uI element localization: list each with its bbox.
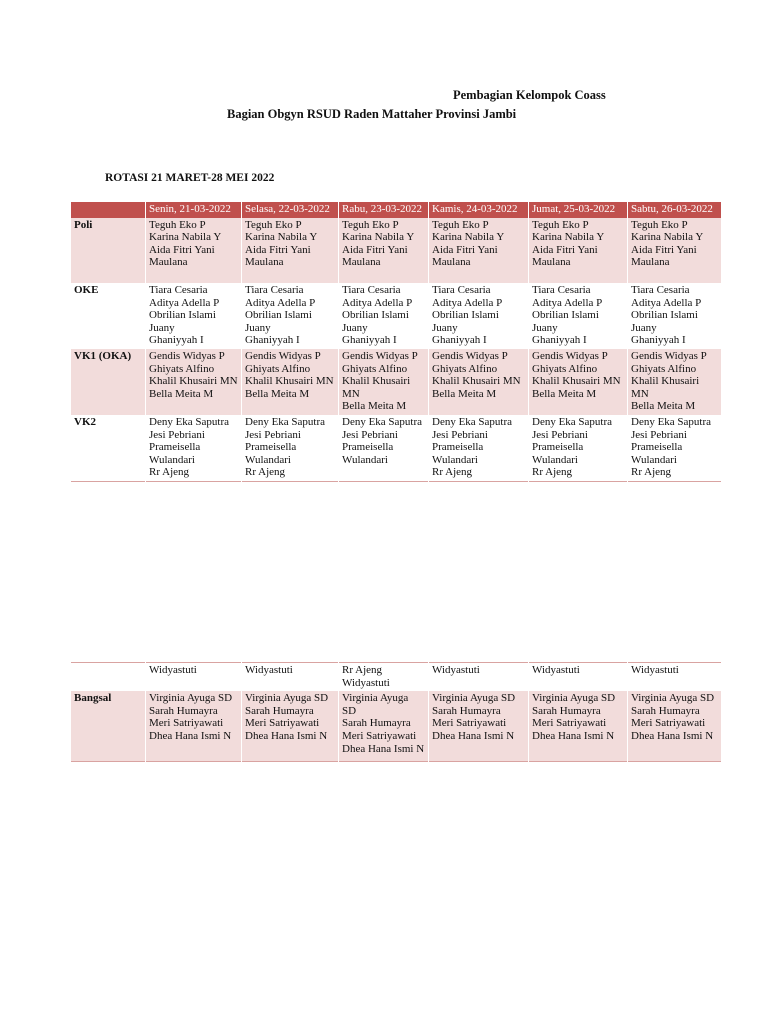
member-name: Teguh Eko P [631, 218, 688, 231]
member-name: Meri Satriyawati [245, 717, 320, 730]
member-name: Bella Meita M [432, 387, 497, 400]
member-name: Widyastuti [432, 664, 480, 676]
schedule-cell [146, 349, 242, 415]
header-row [71, 202, 721, 218]
member-name: Gendis Widyas P [532, 349, 608, 362]
member-name: Teguh Eko P [342, 218, 399, 231]
member-name: Khalil Khusairi MN [432, 375, 521, 388]
member-name: Jesi Pebriani [342, 428, 398, 441]
row-label-empty [71, 663, 146, 692]
member-name: Teguh Eko P [245, 218, 302, 231]
schedule-cell [242, 691, 339, 761]
member-name: Bella Meita M [631, 400, 696, 413]
member-name: Meri Satriyawati [432, 717, 507, 730]
member-name: Widyastuti [245, 664, 293, 676]
table-row-vk1 [71, 349, 721, 415]
member-name: Virginia Ayuga SD [342, 692, 409, 717]
member-name: Sarah Humayra [342, 717, 411, 730]
member-name: Tiara Cesaria [245, 283, 304, 296]
member-name: Ghaniyyah I [149, 334, 204, 347]
member-name: Deny Eka Saputra [149, 415, 230, 428]
member-name: Aida Fitri Yani Maulana [432, 243, 498, 269]
member-name: Obrilian Islami Juany [432, 309, 499, 334]
member-name: Deny Eka Saputra [245, 415, 326, 428]
member-name: Virginia Ayuga SD [631, 692, 715, 705]
member-name: Karina Nabila Y [631, 231, 704, 244]
member-name: Jesi Pebriani [532, 428, 588, 441]
row-label: OKE [71, 283, 146, 349]
schedule-cell [628, 218, 721, 283]
member-name: Karina Nabila Y [532, 231, 605, 244]
schedule-cell [628, 415, 721, 481]
member-name: Teguh Eko P [432, 218, 489, 231]
member-name: Aida Fitri Yani Maulana [245, 243, 311, 269]
schedule-cell [339, 349, 429, 415]
member-name: Prameisella Wulandari [245, 441, 297, 466]
member-name: Bella Meita M [342, 400, 407, 413]
document-subtitle: Bagian Obgyn RSUD Raden Mattaher Provinsi Jambi [227, 107, 517, 121]
member-name: Jesi Pebriani [245, 428, 301, 441]
member-name: Obrilian Islami Juany [342, 309, 409, 334]
member-name: Sarah Humayra [432, 704, 501, 717]
member-name: Aditya Adella P [631, 296, 702, 309]
member-name: Rr Ajeng [532, 466, 573, 479]
schedule-cell [429, 691, 529, 761]
row-label: VK2 [71, 415, 146, 481]
member-name: Aditya Adella P [342, 296, 413, 309]
member-name: Khalil Khusairi MN [342, 375, 411, 400]
schedule-cell [242, 663, 339, 692]
member-name: Bella Meita M [245, 387, 310, 400]
schedule-cell [628, 349, 721, 415]
member-name: Teguh Eko P [532, 218, 589, 231]
member-name: Gendis Widyas P [432, 349, 508, 362]
member-name: Jesi Pebriani [432, 428, 488, 441]
member-name: Obrilian Islami Juany [631, 309, 698, 334]
schedule-cell [242, 283, 339, 349]
member-name: Teguh Eko P [149, 218, 206, 231]
schedule-cell [529, 349, 628, 415]
member-name: Ghaniyyah I [631, 334, 686, 347]
member-name: Tiara Cesaria [532, 283, 591, 296]
member-name: Rr Ajeng [149, 466, 190, 479]
schedule-cell [242, 349, 339, 415]
member-name: Gendis Widyas P [245, 349, 321, 362]
schedule-cell [529, 691, 628, 761]
header-corner-cell [71, 202, 146, 218]
schedule-cell [529, 415, 628, 481]
member-name: Jesi Pebriani [631, 428, 687, 441]
rotation-period: ROTASI 21 MARET-28 MEI 2022 [105, 172, 275, 184]
schedule-cell [429, 349, 529, 415]
schedule-table-continued [70, 662, 721, 762]
table-row-oke [71, 283, 721, 349]
member-name: Aida Fitri Yani Maulana [342, 243, 408, 269]
day-header: Kamis, 24-03-2022 [429, 202, 529, 218]
member-name: Aditya Adella P [245, 296, 316, 309]
member-name: Ghaniyyah I [245, 334, 300, 347]
member-name: Tiara Cesaria [432, 283, 491, 296]
schedule-cell [529, 218, 628, 283]
member-name: Deny Eka Saputra [342, 415, 423, 428]
schedule-cell [339, 283, 429, 349]
member-name: Meri Satriyawati [149, 717, 224, 730]
member-name: Tiara Cesaria [342, 283, 401, 296]
member-name: Rr Ajeng [342, 664, 383, 676]
member-name: Gendis Widyas P [342, 349, 418, 362]
member-name: Ghiyats Alfino [532, 362, 598, 375]
member-name: Dhea Hana Ismi N [432, 729, 515, 742]
member-name: Aditya Adella P [149, 296, 220, 309]
member-name: Aida Fitri Yani Maulana [149, 243, 215, 269]
schedule-cell [339, 415, 429, 481]
member-name: Dhea Hana Ismi N [631, 729, 714, 742]
member-name: Bella Meita M [149, 387, 214, 400]
member-name: Gendis Widyas P [631, 349, 707, 362]
schedule-cell [628, 663, 721, 692]
member-name: Rr Ajeng [432, 466, 473, 479]
member-name: Rr Ajeng [631, 466, 672, 479]
member-name: Virginia Ayuga SD [432, 692, 516, 705]
member-name: Dhea Hana Ismi N [532, 729, 615, 742]
day-header: Senin, 21-03-2022 [146, 202, 242, 218]
member-name: Aida Fitri Yani Maulana [532, 243, 598, 269]
day-header: Jumat, 25-03-2022 [529, 202, 628, 218]
member-name: Prameisella Wulandari [149, 441, 201, 466]
member-name: Karina Nabila Y [245, 231, 318, 244]
day-header: Selasa, 22-03-2022 [242, 202, 339, 218]
schedule-cell [146, 663, 242, 692]
schedule-cell [628, 283, 721, 349]
member-name: Aditya Adella P [532, 296, 603, 309]
member-name: Virginia Ayuga SD [532, 692, 616, 705]
schedule-cell [146, 218, 242, 283]
member-name: Widyastuti [631, 664, 679, 676]
member-name: Dhea Hana Ismi N [245, 729, 328, 742]
schedule-cell [242, 415, 339, 481]
member-name: Jesi Pebriani [149, 428, 205, 441]
member-name: Gendis Widyas P [149, 349, 225, 362]
member-name: Virginia Ayuga SD [245, 692, 329, 705]
member-name: Meri Satriyawati [532, 717, 607, 730]
member-name: Ghiyats Alfino [149, 362, 215, 375]
member-name: Deny Eka Saputra [532, 415, 613, 428]
schedule-table [70, 202, 721, 482]
member-name: Widyastuti [342, 676, 390, 689]
member-name: Sarah Humayra [631, 704, 700, 717]
member-name: Ghiyats Alfino [342, 362, 408, 375]
schedule-cell [242, 218, 339, 283]
row-label: Poli [71, 218, 146, 283]
row-label: VK1 (OKA) [71, 349, 146, 415]
member-name: Rr Ajeng [245, 466, 286, 479]
day-header: Sabtu, 26-03-2022 [628, 202, 721, 218]
schedule-cell [146, 691, 242, 761]
member-name: Dhea Hana Ismi N [342, 742, 425, 755]
schedule-cell [429, 415, 529, 481]
member-name: Karina Nabila Y [342, 231, 415, 244]
member-name: Tiara Cesaria [631, 283, 690, 296]
table-row-poli [71, 218, 721, 283]
member-name: Dhea Hana Ismi N [149, 729, 232, 742]
schedule-cell [429, 663, 529, 692]
member-name: Khalil Khusairi MN [149, 375, 238, 388]
member-name: Meri Satriyawati [342, 729, 417, 742]
member-name: Deny Eka Saputra [432, 415, 513, 428]
table-row-vk2 [71, 415, 721, 481]
schedule-cell [146, 415, 242, 481]
member-name: Ghaniyyah I [532, 334, 587, 347]
schedule-cell [146, 283, 242, 349]
member-name: Obrilian Islami Juany [245, 309, 312, 334]
member-name: Ghiyats Alfino [432, 362, 498, 375]
member-name: Deny Eka Saputra [631, 415, 712, 428]
member-name: Tiara Cesaria [149, 283, 208, 296]
member-name: Khalil Khusairi MN [245, 375, 334, 388]
member-name: Sarah Humayra [532, 704, 601, 717]
member-name: Aditya Adella P [432, 296, 503, 309]
member-name: Ghiyats Alfino [631, 362, 697, 375]
day-header: Rabu, 23-03-2022 [339, 202, 429, 218]
schedule-cell [628, 691, 721, 761]
member-name: Widyastuti [149, 664, 197, 676]
member-name: Aida Fitri Yani Maulana [631, 243, 697, 269]
schedule-cell [339, 691, 429, 761]
member-name: Ghiyats Alfino [245, 362, 311, 375]
schedule-cell [529, 283, 628, 349]
schedule-cell [429, 218, 529, 283]
member-name: Prameisella Wulandari [432, 441, 484, 466]
member-name: Prameisella Wulandari [342, 441, 394, 466]
member-name: Widyastuti [532, 664, 580, 676]
schedule-cell [429, 283, 529, 349]
member-name: Obrilian Islami Juany [532, 309, 599, 334]
member-name: Virginia Ayuga SD [149, 692, 233, 705]
member-name: Prameisella Wulandari [532, 441, 584, 466]
member-name: Meri Satriyawati [631, 717, 706, 730]
member-name: Prameisella Wulandari [631, 441, 683, 466]
member-name: Sarah Humayra [245, 704, 314, 717]
member-name: Karina Nabila Y [432, 231, 505, 244]
member-name: Khalil Khusairi MN [532, 375, 621, 388]
schedule-cell [339, 218, 429, 283]
schedule-cell [339, 663, 429, 692]
member-name: Karina Nabila Y [149, 231, 222, 244]
document-title: Pembagian Kelompok Coass [453, 88, 606, 102]
member-name: Ghaniyyah I [342, 334, 397, 347]
member-name: Bella Meita M [532, 387, 597, 400]
schedule-cell [529, 663, 628, 692]
member-name: Khalil Khusairi MN [631, 375, 700, 400]
member-name: Sarah Humayra [149, 704, 218, 717]
table-row-bangsal [71, 691, 721, 761]
table-row-vk2-continued [71, 663, 721, 692]
member-name: Obrilian Islami Juany [149, 309, 216, 334]
row-label: Bangsal [71, 691, 146, 761]
member-name: Ghaniyyah I [432, 334, 487, 347]
